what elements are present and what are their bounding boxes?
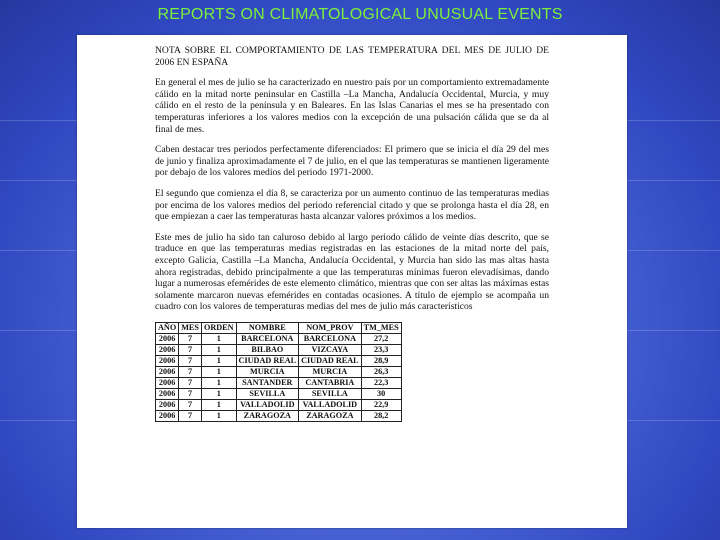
table-cell: VIZCAYA	[299, 344, 362, 355]
table-cell: SANTANDER	[236, 377, 299, 388]
table-cell: 7	[179, 333, 202, 344]
paragraph-periods: Caben destacar tres periodos perfectamente diferenciados: El primero que se inicia el día 29 del mes de junio y finaliza aproximadamente el 7 de julio, en el que las temperaturas se mantienen ligeramente por debajo de los valores medios del periodo 1971-2000.	[155, 144, 549, 179]
table-cell: 1	[201, 344, 236, 355]
table-cell: CANTABRIA	[299, 377, 362, 388]
table-cell: 2006	[156, 355, 179, 366]
table-cell: 2006	[156, 344, 179, 355]
table-cell: 7	[179, 344, 202, 355]
table-cell: 7	[179, 377, 202, 388]
table-cell: 2006	[156, 410, 179, 421]
column-header: AÑO	[156, 322, 179, 333]
slide-title: REPORTS ON CLIMATOLOGICAL UNUSUAL EVENTS	[157, 6, 563, 23]
column-header: MES	[179, 322, 202, 333]
table-row	[156, 366, 402, 377]
table-cell: 1	[201, 399, 236, 410]
table-cell: 1	[201, 410, 236, 421]
table-header-row	[156, 322, 402, 333]
paragraph-second-period: El segundo que comienza el día 8, se caracteriza por un aumento continuo de las temperaturas medias por encima de los valores medios del periodo referencial citado y que se prolonga hasta el día 28, en que empiezan a caer las temperaturas hasta alcanzar valores próximos a los medios.	[155, 187, 549, 223]
table-cell: 1	[201, 366, 236, 377]
table-cell: 1	[201, 388, 236, 399]
table-cell: 23,3	[361, 344, 401, 355]
table-cell: SEVILLA	[236, 388, 299, 399]
table-cell: 30	[361, 388, 401, 399]
table-cell: 1	[201, 355, 236, 366]
document-body	[155, 45, 549, 422]
column-header: NOM_PROV	[299, 322, 362, 333]
column-header: TM_MES	[361, 322, 401, 333]
column-header: NOMBRE	[236, 322, 299, 333]
table-cell: 2006	[156, 388, 179, 399]
table-cell: 26,3	[361, 366, 401, 377]
table-cell: 7	[179, 366, 202, 377]
table-cell: 28,2	[361, 410, 401, 421]
table-cell: 2006	[156, 366, 179, 377]
table-cell: 2006	[156, 399, 179, 410]
table-cell: CIUDAD REAL	[299, 355, 362, 366]
table-row	[156, 377, 402, 388]
column-header: ORDEN	[201, 322, 236, 333]
table-row	[156, 333, 402, 344]
table-cell: CIUDAD REAL	[236, 355, 299, 366]
table-cell: 7	[179, 388, 202, 399]
table-cell: ZARAGOZA	[236, 410, 299, 421]
table-cell: BILBAO	[236, 344, 299, 355]
table-cell: 28,9	[361, 355, 401, 366]
table-cell: SEVILLA	[299, 388, 362, 399]
table-row	[156, 399, 402, 410]
table-cell: 22,9	[361, 399, 401, 410]
table-row	[156, 344, 402, 355]
table-cell: 7	[179, 410, 202, 421]
table-cell: BARCELONA	[236, 333, 299, 344]
table-cell: 7	[179, 355, 202, 366]
table-cell: 1	[201, 333, 236, 344]
table-row	[156, 410, 402, 421]
table-cell: 2006	[156, 333, 179, 344]
document-title: NOTA SOBRE EL COMPORTAMIENTO DE LAS TEMPERATURA DEL MES DE JULIO DE 2006 EN ESPAÑA	[155, 45, 549, 68]
table-cell: BARCELONA	[299, 333, 362, 344]
table-cell: ZARAGOZA	[299, 410, 362, 421]
table-cell: 7	[179, 399, 202, 410]
table-cell: 1	[201, 377, 236, 388]
table-cell: MURCIA	[236, 366, 299, 377]
temperature-table	[155, 322, 402, 422]
table-row	[156, 355, 402, 366]
table-cell: 2006	[156, 377, 179, 388]
paragraph-summary: Este mes de julio ha sido tan caluroso debido al largo periodo cálido de veinte días descrito, que se traduce en que las temperaturas medias registradas en las estaciones de la mitad norte del país, excepto Galicia, Castilla –La Mancha, Andalucía Occidental, y Murcia han sido las mas altas hasta ahora registradas, debido principalmente a que las temperaturas mínimas fueron elevadísimas, dando lugar a numerosas efemérides de este elemento climático, mientras que con ser altas las máximas estas solamente marcaron nuevas efemérides en contadas ocasiones. A título de ejemplo se acompaña un cuadro con los valores de temperaturas medias del mes de julio más característicos	[155, 231, 549, 313]
table-cell: VALLADOLID	[299, 399, 362, 410]
table-cell: 22,3	[361, 377, 401, 388]
table-cell: MURCIA	[299, 366, 362, 377]
table-cell: 27,2	[361, 333, 401, 344]
document-page	[77, 35, 627, 528]
table-row	[156, 388, 402, 399]
paragraph-intro: En general el mes de julio se ha caracterizado en nuestro país por un comportamiento extremadamente cálido en la mitad norte peninsular en Castilla –La Mancha, Andalucía Occidental, Murcia, y muy cálido en el resto de la península y en Baleares. En las Islas Canarias el mes se ha presentado con temperaturas inferiores a los valores medios con la excepción de una pulsación cálida que se da al final de mes.	[155, 77, 549, 135]
table-cell: VALLADOLID	[236, 399, 299, 410]
